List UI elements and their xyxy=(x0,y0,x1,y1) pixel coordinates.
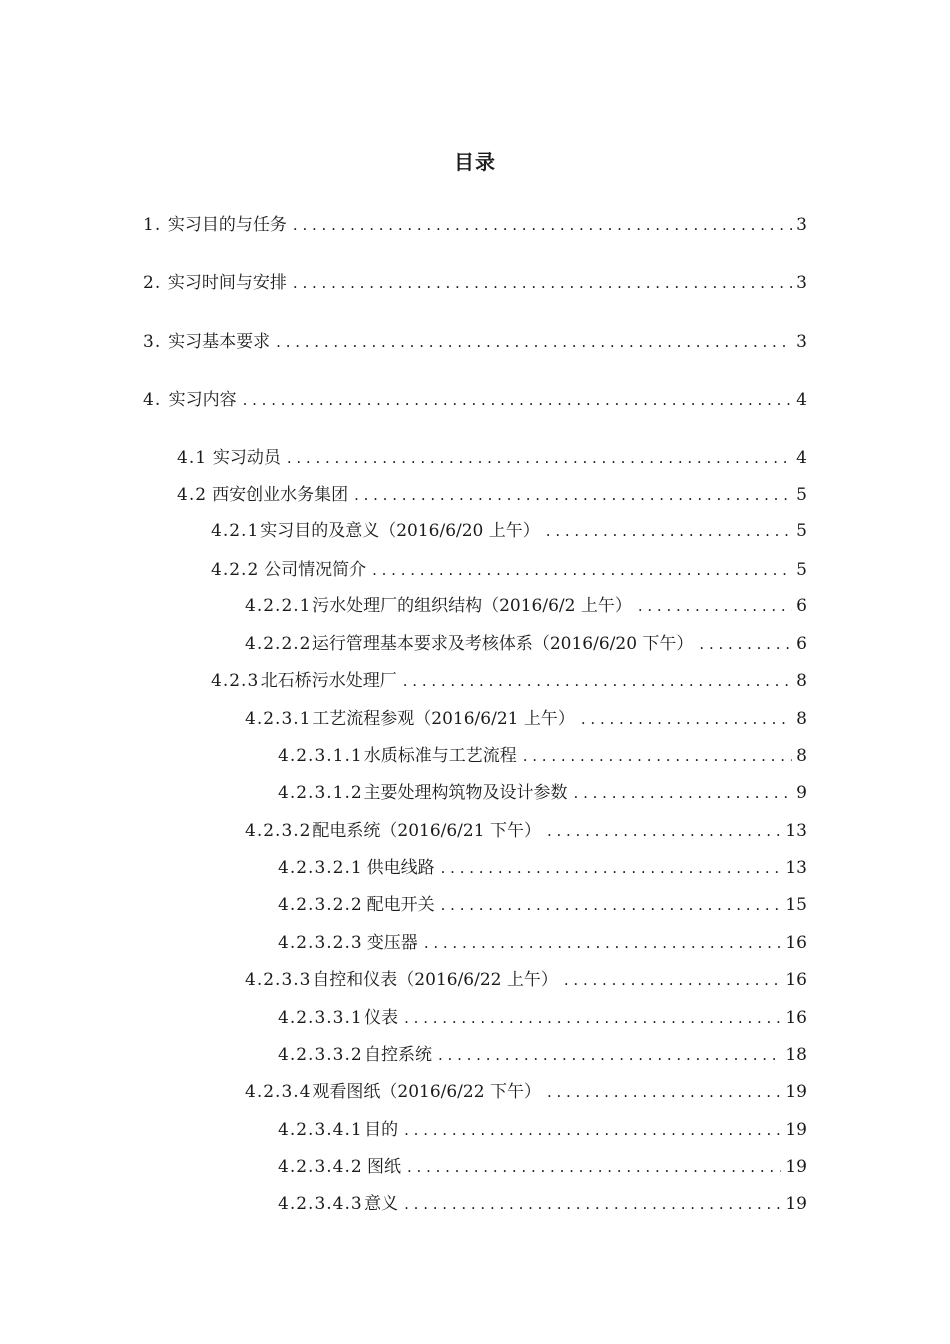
toc-entry[interactable] xyxy=(143,387,807,413)
toc-entry-text: 西安创业水务集团 xyxy=(212,485,349,505)
toc-entry-number: 4.2.3.2.2 xyxy=(278,895,363,915)
toc-entry[interactable] xyxy=(278,930,807,956)
toc-entry-page: 19 xyxy=(785,1120,807,1140)
toc-entry[interactable] xyxy=(177,482,807,508)
toc-entry[interactable] xyxy=(211,518,807,544)
toc-leader-dots xyxy=(293,270,792,296)
toc-entry-number: 4.2.3.3.1 xyxy=(278,1008,363,1028)
toc-entry[interactable] xyxy=(143,212,807,238)
toc-entry[interactable] xyxy=(245,631,807,657)
toc-entry-page: 8 xyxy=(796,671,807,691)
toc-entry-number: 4.2.3.4.2 xyxy=(278,1157,363,1177)
toc-entry-number: 4.2.3.3 xyxy=(245,970,312,990)
toc-leader-dots xyxy=(547,818,781,844)
toc-entry-page: 8 xyxy=(796,746,807,766)
toc-entry-text: 目的 xyxy=(364,1120,399,1140)
toc-entry-number: 4. xyxy=(143,390,162,410)
toc-entry-number: 4.2.3.2 xyxy=(245,821,312,841)
toc-entry-text: 实习目的与任务 xyxy=(167,215,287,235)
toc-leader-dots xyxy=(581,706,792,732)
toc-entry-text: 北石桥污水处理厂 xyxy=(260,671,397,691)
toc-leader-dots xyxy=(403,668,792,694)
toc-entry-text: 污水处理厂的组织结构（2016/6/2 上午） xyxy=(312,596,632,616)
toc-leader-dots xyxy=(547,1079,781,1105)
toc-entry-page: 3 xyxy=(796,215,807,235)
toc-entry-page: 16 xyxy=(785,933,807,953)
toc-leader-dots xyxy=(564,967,781,993)
toc-entry-text: 工艺流程参观（2016/6/21 上午） xyxy=(312,709,575,729)
toc-entry-number: 4.2.2 xyxy=(211,560,260,580)
toc-entry-number: 4.2 xyxy=(177,485,208,505)
toc-entry[interactable] xyxy=(245,818,807,844)
toc-entry-page: 5 xyxy=(796,521,807,541)
toc-entry[interactable] xyxy=(245,1079,807,1105)
toc-entry[interactable] xyxy=(177,445,807,471)
toc-entry[interactable] xyxy=(278,892,807,918)
toc-leader-dots xyxy=(287,445,792,471)
toc-entry-number: 3. xyxy=(143,332,162,352)
toc-entry-number: 4.2.2.2 xyxy=(245,634,312,654)
toc-entry[interactable] xyxy=(278,780,807,806)
toc-entry-number: 4.1 xyxy=(177,448,208,468)
toc-entry-page: 19 xyxy=(785,1157,807,1177)
toc-entry-page: 9 xyxy=(796,783,807,803)
toc-entry-text: 仪表 xyxy=(364,1008,399,1028)
toc-entry-number: 4.2.3.4 xyxy=(245,1082,312,1102)
toc-entry-text: 实习时间与安排 xyxy=(167,273,287,293)
toc-entry-text: 实习基本要求 xyxy=(168,332,271,352)
toc-entry-page: 3 xyxy=(796,273,807,293)
toc-entry-text: 水质标准与工艺流程 xyxy=(363,746,517,766)
toc-entry[interactable] xyxy=(211,557,807,583)
toc-entry-text: 供电线路 xyxy=(366,858,435,878)
toc-entry[interactable] xyxy=(278,1117,807,1143)
toc-entry-text: 配电开关 xyxy=(366,895,435,915)
toc-entry-number: 4.2.3.3.2 xyxy=(278,1045,363,1065)
toc-leader-dots xyxy=(407,1154,781,1180)
toc-entry-number: 4.2.3.1 xyxy=(245,709,312,729)
toc-entry-text: 变压器 xyxy=(366,933,418,953)
toc-leader-dots xyxy=(372,557,792,583)
toc-leader-dots xyxy=(438,1042,781,1068)
toc-entry-text: 主要处理构筑物及设计参数 xyxy=(363,783,568,803)
toc-entry-page: 16 xyxy=(785,1008,807,1028)
toc-entry[interactable] xyxy=(245,967,807,993)
toc-title: 目录 xyxy=(454,150,496,174)
toc-entry[interactable] xyxy=(245,706,807,732)
toc-entry-page: 13 xyxy=(785,821,807,841)
toc-entry-page: 15 xyxy=(785,895,807,915)
toc-entry-number: 4.2.3 xyxy=(211,671,260,691)
toc-leader-dots xyxy=(441,855,782,881)
toc-leader-dots xyxy=(441,892,782,918)
toc-entry-page: 6 xyxy=(796,596,807,616)
toc-leader-dots xyxy=(523,743,792,769)
toc-entry-page: 13 xyxy=(785,858,807,878)
toc-entry-text: 公司情况简介 xyxy=(264,560,367,580)
toc-entry-number: 4.2.1 xyxy=(211,521,260,541)
toc-entry-page: 8 xyxy=(796,709,807,729)
toc-leader-dots xyxy=(243,387,793,413)
toc-entry-page: 4 xyxy=(796,390,807,410)
toc-entry-text: 实习目的及意义（2016/6/20 上午） xyxy=(260,521,540,541)
toc-entry-text: 运行管理基本要求及考核体系（2016/6/20 下午） xyxy=(311,634,694,654)
toc-entry[interactable] xyxy=(143,270,807,296)
toc-entry-page: 19 xyxy=(785,1082,807,1102)
toc-entry-number: 2. xyxy=(143,273,162,293)
toc-leader-dots xyxy=(404,1005,781,1031)
toc-entry[interactable] xyxy=(143,329,807,355)
toc-entry-page: 5 xyxy=(796,560,807,580)
toc-entry-text: 实习动员 xyxy=(212,448,281,468)
toc-entry-number: 4.2.3.4.1 xyxy=(278,1120,363,1140)
toc-entry[interactable] xyxy=(245,593,807,619)
toc-leader-dots xyxy=(293,212,792,238)
toc-entry-text: 观看图纸（2016/6/22 下午） xyxy=(312,1082,541,1102)
toc-leader-dots xyxy=(546,518,792,544)
toc-entry-text: 自控和仪表（2016/6/22 上午） xyxy=(312,970,558,990)
toc-entry-page: 5 xyxy=(796,485,807,505)
toc-entry-page: 4 xyxy=(796,448,807,468)
toc-entry-text: 自控系统 xyxy=(364,1045,433,1065)
toc-leader-dots xyxy=(638,593,792,619)
toc-entry-number: 4.2.3.1.1 xyxy=(278,746,363,766)
toc-leader-dots xyxy=(424,930,782,956)
toc-leader-dots xyxy=(276,329,792,355)
toc-entry[interactable] xyxy=(278,1191,807,1217)
toc-leader-dots xyxy=(699,631,792,657)
toc-leader-dots xyxy=(404,1191,781,1217)
toc-entry-page: 18 xyxy=(785,1045,807,1065)
toc-entry-text: 图纸 xyxy=(367,1157,401,1177)
toc-entry-number: 4.2.3.2.3 xyxy=(278,933,363,953)
toc-entry[interactable] xyxy=(278,1154,807,1180)
toc-entry-page: 16 xyxy=(785,970,807,990)
toc-leader-dots xyxy=(354,482,792,508)
toc-entry-number: 4.2.3.1.2 xyxy=(278,783,363,803)
toc-entry-text: 配电系统（2016/6/21 下午） xyxy=(312,821,541,841)
toc-entry[interactable] xyxy=(278,1042,807,1068)
toc-entry-text: 实习内容 xyxy=(168,390,237,410)
toc-entry[interactable] xyxy=(278,855,807,881)
toc-leader-dots xyxy=(404,1117,781,1143)
toc-entry-text: 意义 xyxy=(364,1194,399,1214)
toc-entry-number: 4.2.3.4.3 xyxy=(278,1194,363,1214)
toc-entry-page: 3 xyxy=(796,332,807,352)
toc-entry-number: 4.2.3.2.1 xyxy=(278,858,363,878)
toc-entry[interactable] xyxy=(211,668,807,694)
toc-entry[interactable] xyxy=(278,743,807,769)
toc-entry[interactable] xyxy=(278,1005,807,1031)
toc-entry-number: 4.2.2.1 xyxy=(245,596,312,616)
toc-entry-number: 1. xyxy=(143,215,162,235)
toc-entry-page: 6 xyxy=(796,634,807,654)
toc-leader-dots xyxy=(574,780,793,806)
toc-entry-page: 19 xyxy=(785,1194,807,1214)
